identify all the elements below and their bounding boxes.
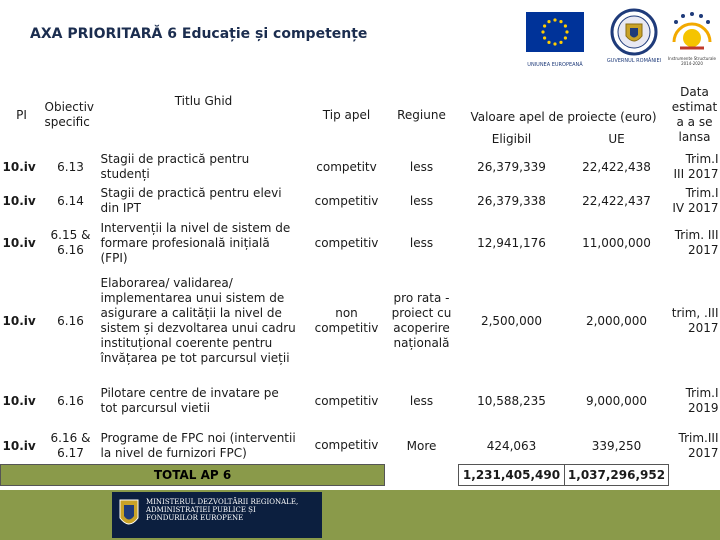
total-row xyxy=(1,464,720,485)
cell-data-line: Trim.I xyxy=(685,386,719,400)
cell-titlu-line: Stagii de practică pentru xyxy=(100,152,250,166)
cell-data-line: Trim.I xyxy=(685,186,719,200)
eu-flag-logo xyxy=(526,12,584,68)
ministry-name-line: ADMINISTRAȚIEI PUBLICE ȘI xyxy=(146,506,256,514)
cell-tip xyxy=(309,218,385,268)
header-obiectiv-line1: Obiectiv xyxy=(44,100,95,114)
cell-tip xyxy=(309,374,385,428)
cell-titlu xyxy=(99,268,309,374)
cell-tip-line: competitiv xyxy=(314,235,379,250)
cell-regiune-line: less xyxy=(409,393,434,408)
cell-tip xyxy=(309,268,385,374)
cell-obiectiv xyxy=(43,184,99,218)
cell-titlu-line: Stagii de practică pentru elevi xyxy=(100,186,282,200)
cell-regiune xyxy=(385,428,459,464)
cell-titlu-line: studenți xyxy=(100,167,150,181)
header-data xyxy=(669,80,720,150)
sun-stars-icon xyxy=(666,8,718,54)
cell-data-line: Trim.I xyxy=(685,152,719,166)
cell-tip-line: competitiv xyxy=(314,321,379,335)
cell-regiune-line: proiect cu xyxy=(391,306,452,320)
cell-data xyxy=(669,374,720,428)
total-eligibil: 1,231,405,490 xyxy=(459,464,565,485)
cell-tip-line: non xyxy=(335,306,358,320)
header-obiectiv xyxy=(43,80,99,150)
cell-data xyxy=(669,184,720,218)
cell-titlu-line: învățarea pe tot parcursul vieții xyxy=(100,351,290,365)
cell-data-line: 2017 xyxy=(687,321,719,335)
ministry-footer-logo xyxy=(112,492,322,538)
header-data-line2: estimat xyxy=(671,100,718,114)
cell-tip xyxy=(309,150,385,184)
cell-titlu-line: Intervenții la nivel de sistem de xyxy=(100,220,291,235)
cell-regiune xyxy=(385,268,459,374)
cell-pi: 10.iv xyxy=(2,314,36,328)
cell-regiune-line: acoperire xyxy=(393,321,450,335)
cell-pi: 10.iv xyxy=(2,394,36,408)
cell-data-line: 2017 xyxy=(687,243,719,257)
cell-ue: 11,000,000 xyxy=(582,236,651,250)
header-valoare: Valoare apel de proiecte (euro) xyxy=(470,110,657,124)
cell-titlu xyxy=(99,150,309,184)
cell-titlu-line: implementarea unui sistem de xyxy=(100,291,285,305)
cell-obiectiv-line: 6.16 xyxy=(57,393,84,408)
cell-titlu-line: Pilotare centre de invatare pe xyxy=(100,386,279,400)
government-crest-logo xyxy=(606,8,662,64)
cell-titlu xyxy=(99,428,309,464)
header-data-line1: Data xyxy=(680,85,709,99)
header-titlu xyxy=(99,80,309,150)
cell-tip xyxy=(309,428,385,464)
cell-pi: 10.iv xyxy=(2,236,36,250)
cell-pi: 10.iv xyxy=(2,438,36,453)
cell-obiectiv-line: 6.14 xyxy=(57,193,84,208)
cell-titlu-line: tot parcursul vietii xyxy=(100,401,211,415)
cell-obiectiv-line: 6.16 xyxy=(57,243,84,257)
cell-tip-line: competitv xyxy=(316,159,377,174)
cell-titlu-line: asigurare a calității la nivel de xyxy=(100,306,282,320)
cell-titlu-line: la nivel de furnizori FPC) xyxy=(100,445,247,460)
cell-titlu-line: din IPT xyxy=(100,201,141,215)
header-row-1 xyxy=(1,80,720,128)
cell-tip-line: competitiv xyxy=(314,193,379,208)
cell-data-line: 2019 xyxy=(687,401,719,415)
cell-data xyxy=(669,150,720,184)
cell-data-line: III 2017 xyxy=(673,167,719,181)
header-regiune: Regiune xyxy=(397,108,446,122)
table-row xyxy=(1,268,720,374)
cell-obiectiv xyxy=(43,428,99,464)
total-spacer-right xyxy=(669,464,720,485)
table-row xyxy=(1,218,720,268)
cell-eligibil: 424,063 xyxy=(486,438,537,453)
cell-regiune-line: less xyxy=(409,193,434,208)
header-titlu-label: Titlu Ghid xyxy=(174,94,233,108)
gov-logo-label: GUVERNUL ROMÂNIEI xyxy=(606,58,662,64)
cell-data xyxy=(669,268,720,374)
cell-titlu-line: (FPI) xyxy=(100,250,128,265)
cell-eligibil: 26,379,339 xyxy=(477,160,546,174)
cell-obiectiv xyxy=(43,150,99,184)
cell-regiune-line: less xyxy=(409,235,434,250)
cell-regiune xyxy=(385,184,459,218)
cell-regiune xyxy=(385,374,459,428)
cell-titlu-line: instituțional coerente pentru xyxy=(100,336,273,350)
cell-titlu xyxy=(99,374,309,428)
cell-ue: 9,000,000 xyxy=(585,394,648,408)
cell-obiectiv-line: 6.13 xyxy=(57,159,84,174)
eu-flag-icon xyxy=(526,12,584,52)
header-data-line3: a a se xyxy=(676,115,713,129)
footer-band xyxy=(0,490,720,540)
logos-group xyxy=(526,6,716,74)
table-row xyxy=(1,150,720,184)
cell-titlu-line: formare profesională inițială xyxy=(100,235,270,250)
cell-ue: 2,000,000 xyxy=(585,314,648,328)
cell-eligibil: 10,588,235 xyxy=(477,394,546,408)
crest-icon xyxy=(606,8,662,58)
cell-data-line: trim, .III xyxy=(671,306,719,320)
cell-obiectiv xyxy=(43,268,99,374)
cell-data-line: 2017 xyxy=(687,446,719,460)
cell-obiectiv-line: 6.16 & xyxy=(50,430,91,445)
cell-tip-line: competitiv xyxy=(314,393,379,408)
cell-data-line: Trim. III xyxy=(674,228,719,242)
ministry-name xyxy=(146,498,298,522)
header-ue: UE xyxy=(608,132,625,146)
cell-regiune xyxy=(385,150,459,184)
header-tip: Tip apel xyxy=(322,108,371,122)
total-spacer xyxy=(385,464,459,485)
cell-pi: 10.iv xyxy=(2,160,36,174)
header-pi: PI xyxy=(16,108,27,122)
cell-data xyxy=(669,428,720,464)
header-obiectiv-line2: specific xyxy=(44,115,90,129)
instrumente-structurale-logo xyxy=(666,8,718,74)
cell-titlu-line: Elaborarea/ validarea/ xyxy=(100,276,233,290)
ip-logo-label: Instrumente Structurale 2014-2020 xyxy=(668,56,716,66)
cell-ue: 339,250 xyxy=(591,438,642,453)
cell-titlu xyxy=(99,184,309,218)
cell-regiune-line: pro rata - xyxy=(393,291,450,305)
cell-pi: 10.iv xyxy=(2,194,36,208)
cell-regiune-line: More xyxy=(406,438,437,453)
ministry-name-line: FONDURILOR EUROPENE xyxy=(146,514,244,522)
ministry-crest-icon xyxy=(118,498,140,530)
cell-titlu-line: Programe de FPC noi (interventii xyxy=(100,430,296,445)
ministry-name-line: MINISTERUL DEZVOLTĂRII REGIONALE, xyxy=(146,498,299,506)
total-ue: 1,037,296,952 xyxy=(565,464,669,485)
cell-eligibil: 2,500,000 xyxy=(480,314,543,328)
cell-regiune-line: less xyxy=(409,159,434,174)
cell-ue: 22,422,437 xyxy=(582,194,651,208)
cell-tip-line: competitiv xyxy=(314,438,379,453)
cell-obiectiv-line: 6.15 & xyxy=(50,228,91,242)
cell-regiune-line: națională xyxy=(393,336,450,350)
cell-regiune xyxy=(385,218,459,268)
cell-titlu xyxy=(99,218,309,268)
cell-eligibil: 26,379,338 xyxy=(477,194,546,208)
calls-table xyxy=(0,80,720,486)
cell-obiectiv-line: 6.16 xyxy=(57,313,84,328)
total-label: TOTAL AP 6 xyxy=(1,464,385,485)
cell-obiectiv-line: 6.17 xyxy=(57,445,84,460)
cell-titlu-line: sistem și dezvoltarea unui cadru xyxy=(100,321,296,335)
cell-eligibil: 12,941,176 xyxy=(477,236,546,250)
table-row xyxy=(1,184,720,218)
header-data-line4: lansa xyxy=(678,130,711,144)
cell-data xyxy=(669,218,720,268)
eu-logo-label: UNIUNEA EUROPEANĂ xyxy=(527,62,583,68)
cell-obiectiv xyxy=(43,374,99,428)
header-eligibil: Eligibil xyxy=(491,132,532,146)
cell-obiectiv xyxy=(43,218,99,268)
table-row xyxy=(1,374,720,428)
page-title: AXA PRIORITARĂ 6 Educație și competențe xyxy=(30,26,368,42)
table-row xyxy=(1,428,720,464)
cell-data-line: IV 2017 xyxy=(672,201,719,215)
cell-tip xyxy=(309,184,385,218)
cell-data-line: Trim.III xyxy=(678,431,719,445)
cell-ue: 22,422,438 xyxy=(582,160,651,174)
